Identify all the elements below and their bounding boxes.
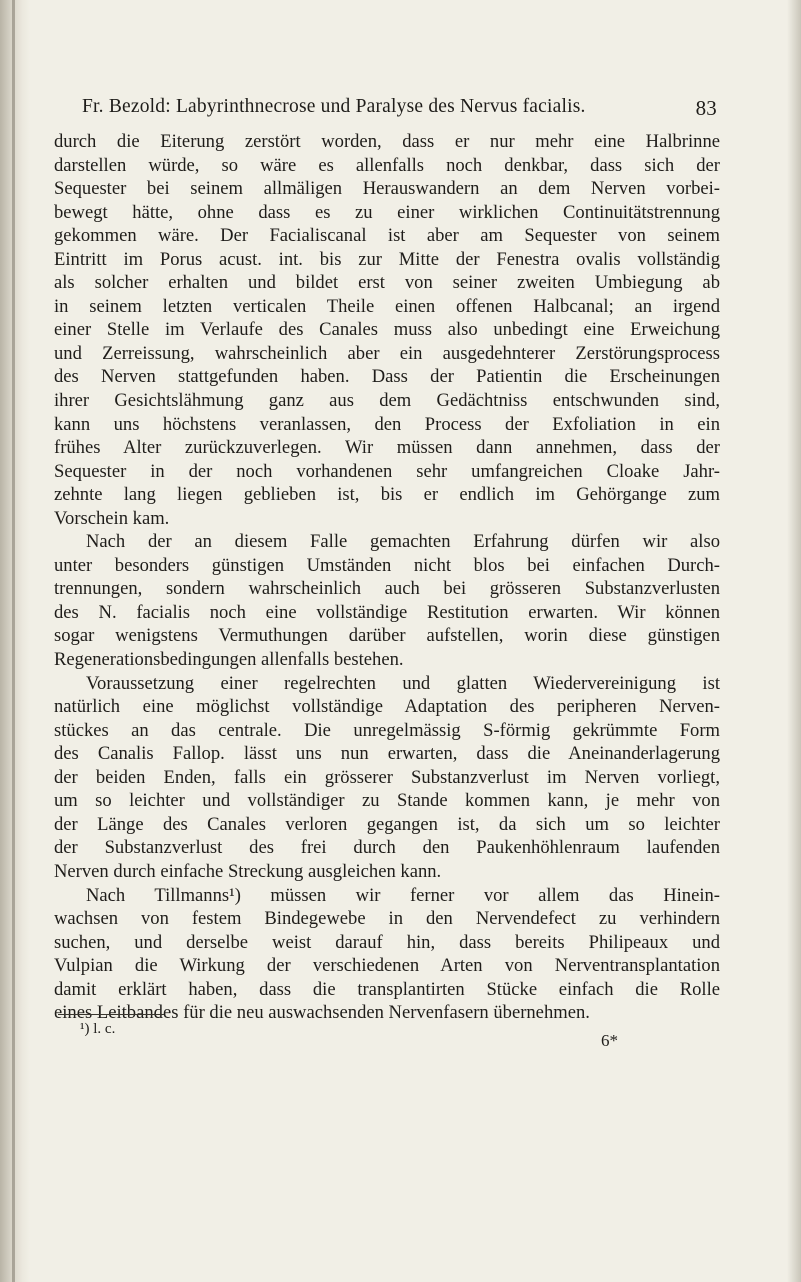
text-line: stückes an das centrale. Die unregelmässig S-förmig gekrümmte Form [54,719,720,741]
text-line: Vulpian die Wirkung der verschiedenen Arten von Nerventransplantation [54,955,720,977]
footnote-rule [58,1014,164,1015]
text-line: eines Leitbandes für die neu auswachsenden Nervenfasern übernehmen. [54,1002,590,1024]
text-line: bewegt hätte, ohne dass es zu einer wirklichen Continuitätstrennung [54,201,720,223]
text-line: des Nerven stattgefunden haben. Dass der Patientin die Erscheinungen [54,366,720,388]
text-line: natürlich eine möglichst vollständige Adaptation des peripheren Nerven- [54,696,720,718]
text-line: Eintritt im Porus acust. int. bis zur Mitte der Fenestra ovalis vollständig [54,248,720,270]
text-line: des N. facialis noch eine vollständige Restitution erwarten. Wir können [54,601,720,623]
signature-mark: 6* [601,1031,618,1050]
text-line: und Zerreissung, wahrscheinlich aber ein ausgedehnterer Zerstörungsprocess [54,342,720,364]
text-line: Regenerationsbedingungen allenfalls bestehen. [54,649,404,671]
text-line: des Canalis Fallop. lässt uns nun erwarten, dass die Aneinanderlagerung [54,743,720,765]
text-line: sogar wenigstens Vermuthungen darüber aufstellen, worin diese günstigen [54,625,720,647]
text-line: durch die Eiterung zerstört worden, dass er nur mehr eine Halbrinne [54,131,720,152]
running-head [82,96,717,120]
footnote: ¹) l. c. [80,1021,116,1037]
text-line: darstellen würde, so wäre es allenfalls noch denkbar, dass sich der [54,154,720,176]
text-line: Nach der an diesem Falle gemachten Erfahrung dürfen wir also [86,531,720,553]
text-line: der Substanzverlust des frei durch den Paukenhöhlenraum laufenden [54,837,720,859]
text-line: gekommen wäre. Der Facialiscanal ist aber am Sequester von seinem [54,225,720,247]
scan-right-edge [787,0,801,1282]
text-line: damit erklärt haben, dass die transplantirten Stücke einfach die Rolle [54,978,720,1000]
text-line: trennungen, sondern wahrscheinlich auch bei grösseren Substanzverlusten [54,578,720,600]
text-line: um so leichter und vollständiger zu Stande kommen kann, je mehr von [54,790,720,812]
body-text [54,130,720,1025]
text-line: Nerven durch einfache Streckung ausgleichen kann. [54,860,442,882]
text-line: unter besonders günstigen Umständen nicht blos bei einfachen Durch- [54,554,720,576]
text-line: der beiden Enden, falls ein grösserer Substanzverlust im Nerven vorliegt, [54,766,720,788]
scan-left-edge [0,0,30,1282]
text-line: Nach Tillmanns¹) müssen wir ferner vor allem das Hinein- [86,884,720,906]
text-line: zehnte lang liegen geblieben ist, bis er endlich im Gehörgange zum [54,484,720,506]
text-line: als solcher erhalten und bildet erst von seiner zweiten Umbiegung ab [54,272,720,294]
text-line: ihrer Gesichtslähmung ganz aus dem Gedächtniss entschwunden sind, [54,390,720,412]
text-line: in seinem letzten verticalen Theile einen offenen Halbcanal; an irgend [54,295,720,317]
text-line: kann uns höchstens veranlassen, den Process der Exfoliation in ein [54,413,720,435]
text-line: einer Stelle im Verlaufe des Canales muss also unbedingt eine Erweichung [54,319,720,341]
text-line: Sequester in der noch vorhandenen sehr umfangreichen Cloake Jahr- [54,460,720,482]
text-line: suchen, und derselbe weist darauf hin, dass bereits Philipeaux und [54,931,720,953]
scan-binding-shadow [12,0,15,1282]
text-line: der Länge des Canales verloren gegangen ist, da sich um so leichter [54,813,720,835]
text-line: Voraussetzung einer regelrechten und glatten Wiedervereinigung ist [86,672,720,694]
page-number: 83 [695,96,717,120]
text-line: frühes Alter zurückzuverlegen. Wir müssen dann annehmen, dass der [54,437,720,459]
text-line: Sequester bei seinem allmäligen Herauswandern an dem Nerven vorbei- [54,178,720,200]
text-line: Vorschein kam. [54,507,170,529]
header-title: Fr. Bezold: Labyrinthnecrose und Paralyse des Nervus facialis. [82,96,586,117]
text-line: wachsen von festem Bindegewebe in den Nervendefect zu verhindern [54,908,720,930]
